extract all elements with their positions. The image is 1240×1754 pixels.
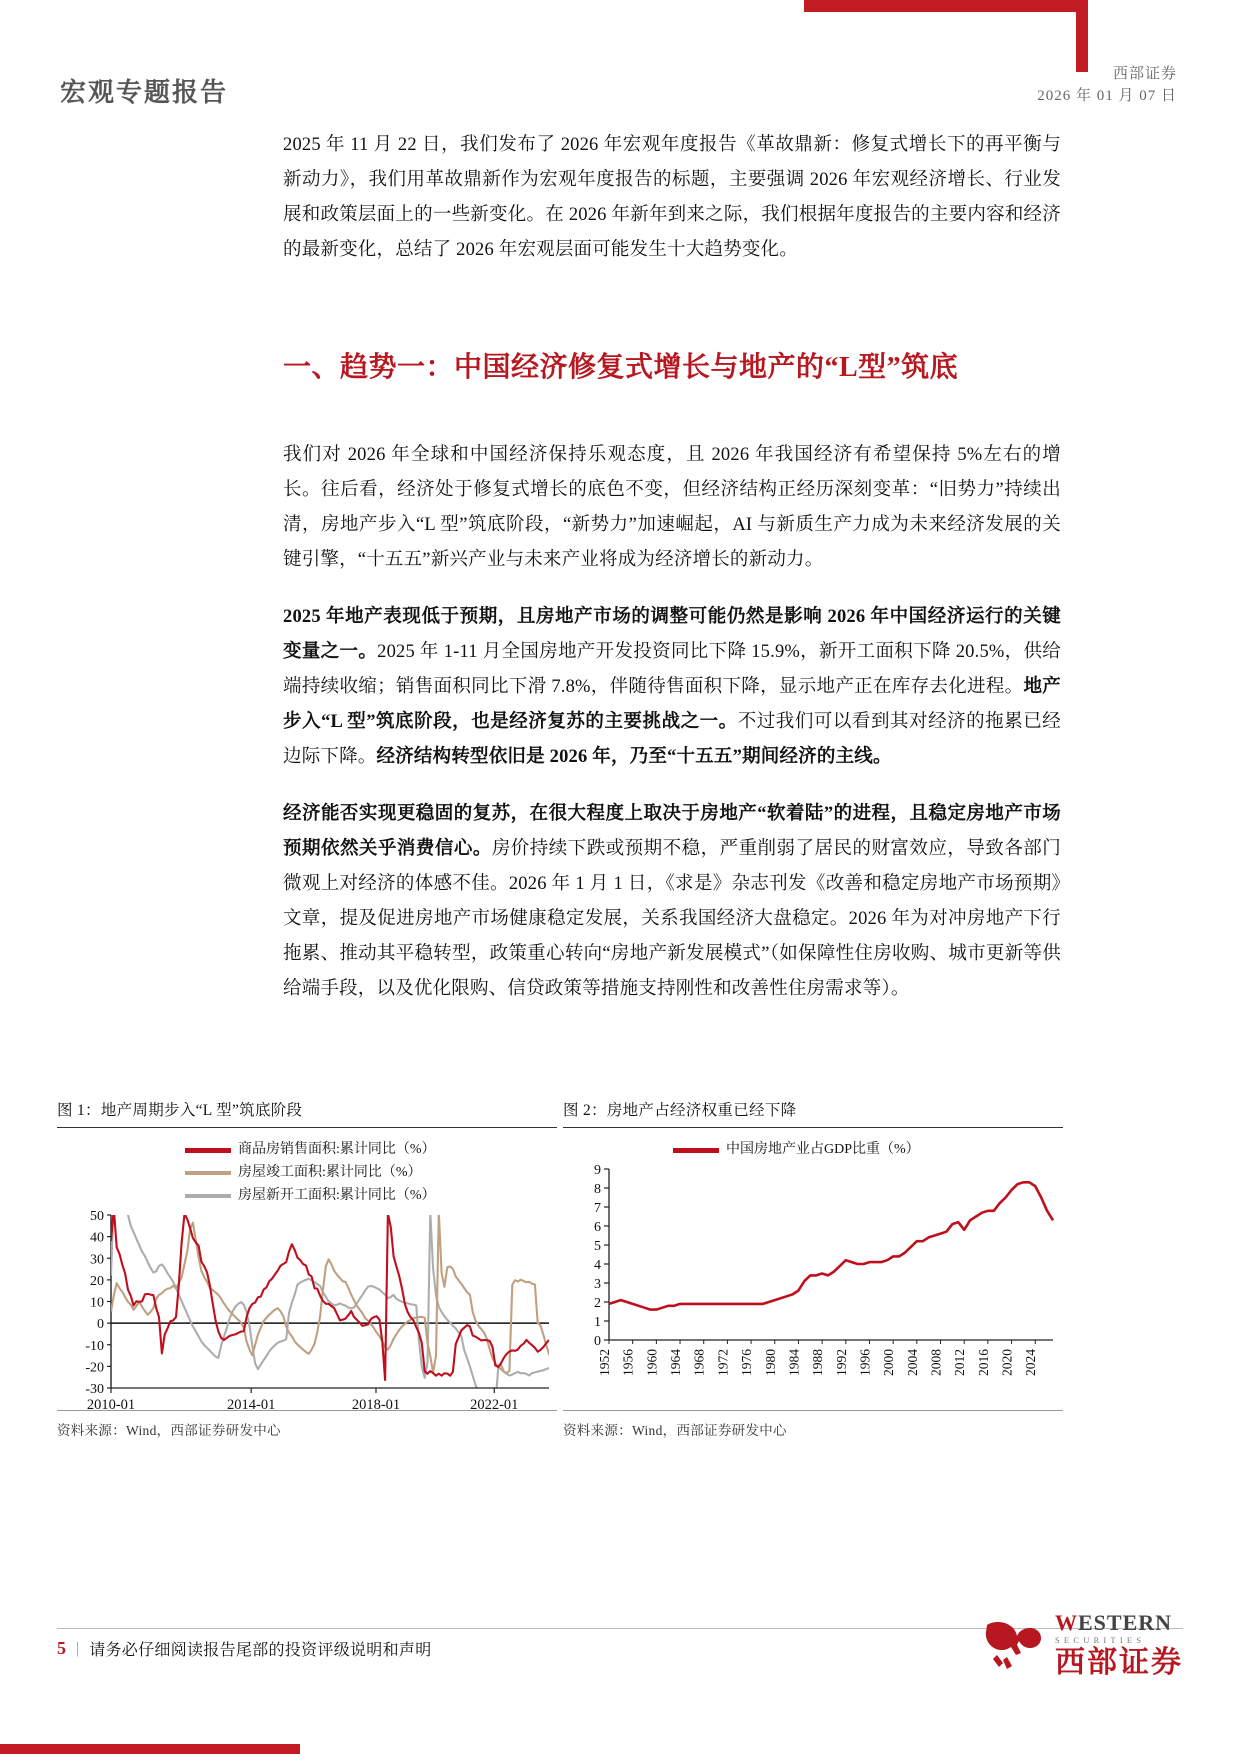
svg-text:0: 0 — [594, 1334, 601, 1349]
figure-1-legend — [57, 1128, 557, 1206]
svg-text:9: 9 — [594, 1163, 601, 1178]
legend-item-newstart-area — [185, 1186, 557, 1206]
legend-swatch-red — [185, 1148, 231, 1153]
footer-separator: | — [76, 1639, 80, 1657]
svg-text:2020: 2020 — [999, 1349, 1015, 1376]
legend-item-completion-area — [185, 1163, 557, 1183]
svg-text:4: 4 — [594, 1258, 601, 1273]
logo-en-first: W — [1055, 1610, 1078, 1635]
legend-swatch-red — [673, 1148, 719, 1153]
bottom-left-accent-bar — [0, 1744, 300, 1754]
svg-text:1972: 1972 — [715, 1349, 731, 1376]
figure-2-plot — [563, 1163, 1063, 1418]
paragraph-3: 经济能否实现更稳固的复苏，在很大程度上取决于房地产“软着陆”的进程，且稳定房地产市场预期依然关乎消费信心。房价持续下跌或预期不稳，严重削弱了居民的财富效应，导致各部门微观上对经济的体感不佳。2026 年 1 月 1 日，《求是》杂志刊发《改善和稳定房地产市场预期》文章，提及促进房地产市场健康稳定发展，关系我国经济大盘稳定。2026 年为对冲房地产下行拖累、推动其平稳转型，政策重心转向“房地产新发展模式”（如保障性住房收购、城市更新等供给端手段，以及优化限购、信贷政策等措施支持刚性和改善性住房需求等）。 — [283, 804, 1061, 999]
svg-text:40: 40 — [90, 1230, 104, 1246]
figure-2-title: 图 2：房地产占经济权重已经下降 — [563, 1102, 797, 1119]
figure-2-svg — [563, 1163, 1063, 1418]
figure-2-source: 资料来源：Wind，西部证券研发中心 — [563, 1423, 787, 1438]
figure-1 — [57, 1098, 557, 1439]
logo-en — [1055, 1612, 1183, 1634]
legend-swatch-tan — [185, 1171, 231, 1175]
svg-text:20: 20 — [90, 1273, 104, 1289]
legend-label-realestate-gdp: 中国房地产业占GDP比重（%） — [726, 1142, 920, 1157]
svg-text:-20: -20 — [85, 1360, 104, 1376]
section-heading: 一、趋势一：中国经济修复式增长与地产的“L型”筑底 — [283, 352, 959, 383]
svg-text:10: 10 — [90, 1295, 104, 1311]
top-corner-accent-bar — [804, 0, 1088, 12]
legend-item-realestate-gdp — [673, 1140, 1063, 1160]
svg-text:50: 50 — [90, 1209, 104, 1224]
right-corner-accent-bar — [1076, 0, 1088, 72]
logo-en-rest: ESTERN — [1078, 1610, 1173, 1635]
company-logo — [983, 1612, 1183, 1678]
svg-text:7: 7 — [594, 1201, 601, 1216]
figure-2-legend — [563, 1128, 1063, 1160]
body-block — [283, 438, 1061, 1007]
svg-text:2000: 2000 — [881, 1349, 897, 1376]
svg-text:30: 30 — [90, 1252, 104, 1268]
svg-text:2: 2 — [594, 1296, 601, 1311]
paragraph-1: 我们对 2026 年全球和中国经济保持乐观态度，且 2026 年我国经济有希望保持 5%左右的增长。往后看，经济处于修复式增长的底色不变，但经济结构正经历深刻变革：“旧势力”持续出清，房地产步入“L 型”筑底阶段，“新势力”加速崛起，AI 与新质生产力成为未来经济发展的关键引擎，“十五五”新兴产业与未来产业将成为经济增长的新动力。 — [283, 445, 1061, 570]
footer-disclaimer: 请务必仔细阅读报告尾部的投资评级说明和声明 — [89, 1642, 432, 1659]
svg-text:1988: 1988 — [810, 1349, 826, 1376]
publish-date: 2026 年 01 月 07 日 — [1037, 87, 1177, 104]
logo-subtitle: SECURITIES — [1055, 1635, 1146, 1645]
svg-text:1: 1 — [594, 1315, 601, 1330]
svg-text:0: 0 — [97, 1317, 104, 1333]
svg-text:2014-01: 2014-01 — [226, 1397, 276, 1413]
svg-text:8: 8 — [594, 1182, 601, 1197]
paragraph-2: 2025 年地产表现低于预期，且房地产市场的调整可能仍然是影响 2026 年中国经济运行的关键变量之一。2025 年 1-11 月全国房地产开发投资同比下降 15.9%，新开工面积下降 20.5%，供给端持续收缩；销售面积同比下滑 7.8%，伴随待售面积下降，显示地产正在库存去化进程。地产步入“L 型”筑底阶段，也是经济复苏的主要挑战之一。不过我们可以看到其对经济的拖累已经边际下降。经济结构转型依旧是 2026 年，乃至“十五五”期间经济的主线。 — [283, 607, 1061, 767]
page-number: 5 — [57, 1638, 66, 1658]
bull-icon-svg — [983, 1619, 1045, 1671]
figure-2-body — [563, 1128, 1063, 1410]
figure-1-source: 资料来源：Wind，西部证券研发中心 — [57, 1423, 281, 1438]
intro-paragraph: 2025 年 11 月 22 日，我们发布了 2026 年宏观年度报告《革故鼎新：修复式增长下的再平衡与新动力》，我们用革故鼎新作为宏观年度报告的标题，主要强调 2026 年宏观经济增长、行业发展和政策层面上的一些新变化。在 2026 年新年到来之际，我们根据年度报告的主要内容和经济的最新变化，总结了 2026 年宏观层面可能发生十大趋势变化。 — [283, 135, 1061, 260]
legend-swatch-gray — [185, 1194, 231, 1198]
svg-text:-10: -10 — [85, 1338, 104, 1354]
svg-text:1992: 1992 — [833, 1349, 849, 1376]
figure-1-title: 图 1：地产周期步入“L 型”筑底阶段 — [57, 1102, 303, 1119]
bull-mark-icon — [983, 1619, 1045, 1671]
svg-text:2008: 2008 — [928, 1349, 944, 1376]
svg-text:2016: 2016 — [975, 1349, 991, 1376]
svg-text:1996: 1996 — [857, 1349, 873, 1376]
logo-wordmark — [1055, 1612, 1183, 1678]
svg-text:2022-01: 2022-01 — [470, 1397, 519, 1413]
svg-text:2010-01: 2010-01 — [86, 1397, 136, 1413]
svg-text:1956: 1956 — [620, 1349, 636, 1376]
figure-1-svg — [57, 1209, 557, 1424]
svg-text:5: 5 — [594, 1239, 601, 1254]
figure-1-body — [57, 1128, 557, 1413]
svg-text:1964: 1964 — [668, 1349, 683, 1376]
figure-1-plot — [57, 1209, 557, 1424]
svg-text:2024: 2024 — [1023, 1349, 1039, 1376]
legend-item-sales-area — [185, 1140, 557, 1160]
svg-text:-30: -30 — [85, 1382, 104, 1397]
header-meta — [1037, 64, 1177, 108]
legend-label-completion-area: 房屋竣工面积:累计同比（%） — [238, 1165, 422, 1180]
report-type-label: 宏观专题报告 — [60, 78, 229, 107]
svg-text:1984: 1984 — [786, 1349, 802, 1376]
legend-label-sales-area: 商品房销售面积:累计同比（%） — [238, 1142, 436, 1157]
svg-text:2004: 2004 — [904, 1349, 920, 1376]
svg-text:1968: 1968 — [691, 1349, 707, 1376]
figure-2 — [563, 1098, 1063, 1439]
svg-text:1980: 1980 — [762, 1349, 778, 1376]
svg-text:1960: 1960 — [644, 1349, 660, 1376]
intro-block — [283, 128, 1061, 268]
svg-text:3: 3 — [594, 1277, 601, 1292]
footer — [57, 1637, 857, 1660]
publisher-name: 西部证券 — [1112, 66, 1177, 82]
legend-label-newstart-area: 房屋新开工面积:累计同比（%） — [238, 1188, 436, 1203]
svg-text:2018-01: 2018-01 — [351, 1397, 401, 1413]
svg-text:1976: 1976 — [739, 1349, 755, 1376]
logo-cn: 西部证券 — [1055, 1645, 1183, 1679]
svg-text:6: 6 — [594, 1220, 601, 1235]
svg-text:1952: 1952 — [597, 1349, 612, 1376]
svg-text:2012: 2012 — [952, 1349, 968, 1376]
